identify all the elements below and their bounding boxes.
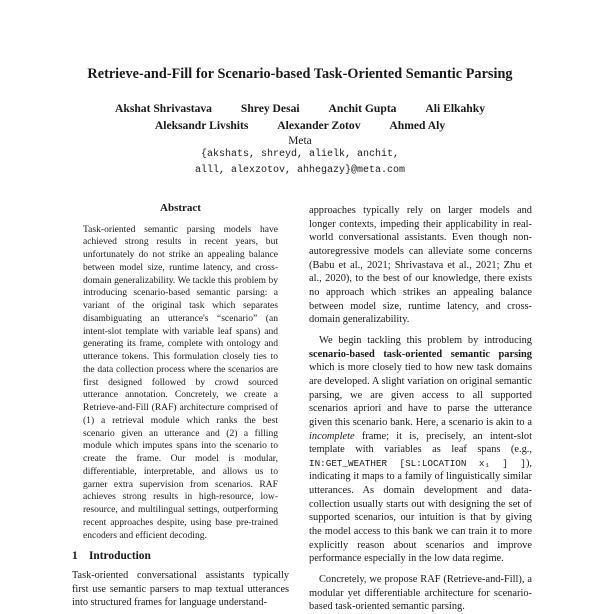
author-name: Aleksandr Livshits: [154, 119, 249, 132]
right-column: [309, 204, 532, 614]
para2-code: IN:GET_WEATHER [SL:LOCATION x₁ ] ]: [309, 457, 526, 469]
email-line: alll, alexzotov, ahhegazy}@meta.com: [194, 165, 406, 176]
author-name: Anchit Gupta: [328, 102, 397, 115]
author-emails: [0, 147, 600, 179]
author-name: Ali Elkahky: [425, 102, 485, 115]
email-line: {akshats, shreyd, alielk, anchit,: [200, 149, 400, 160]
author-name: Alexander Zotov: [277, 119, 361, 132]
section-number: 1: [72, 550, 78, 563]
para2-after-italic: frame; it is, precisely, an intent-slot template with variables as leaf spans (e.g.,: [309, 430, 532, 456]
section-title: Introduction: [89, 550, 151, 563]
author-name: Shrey Desai: [240, 102, 300, 115]
author-row-1: [0, 100, 600, 117]
intro-paragraph: Task-oriented conversational assistants typically first use semantic parsers to map textual utterances into structured frames for language understand-: [72, 570, 289, 609]
author-name: Ahmed Aly: [389, 119, 446, 132]
para2-end: ), indicating it maps to a family of linguistically similar utterances. As domain development and data-collection usually starts out with designing the set of supported scenarios, our intuition is that by giving the model access to this bank we can train it to more explicitly reason about scenarios and improve performance especially in the low data regime.: [309, 457, 532, 565]
para2-mid: which is more closely tied to how new task domains are developed. A slight variation on original semantic parsing, we are given access to all supported scenarios apriori and have to parse the utterance given this scenario bank. Here, a scenario is akin to a: [309, 362, 532, 428]
para2-bold-term: scenario-based task-oriented semantic parsing: [309, 348, 532, 360]
body-paragraph-3: Concretely, we propose RAF (Retrieve-and-Fill), a modular yet differentiable architecture for scenario-based task-oriented semantic parsing.: [309, 574, 532, 613]
author-row-2: [0, 117, 600, 134]
author-name: Akshat Shrivastava: [115, 102, 212, 115]
para2-italic-term: incomplete: [309, 430, 355, 442]
para2-start: We begin tackling this problem by introducing: [319, 334, 532, 346]
author-list: [0, 100, 600, 134]
body-paragraph-1: approaches typically rely on larger models and longer contexts, impeding their applicability in real-world conversational assistants. Even though non-autoregressive models can alleviate some concerns (Babu et al., 2021; Shrivastava et al., 2021; Zhu et al., 2020), to the best of our knowledge, there exists no approach which strikes an appealing balance between model size, runtime latency, and cross-domain generalizability.: [309, 205, 532, 326]
paper-title: Retrieve-and-Fill for Scenario-based Task-Oriented Semantic Parsing: [87, 66, 513, 82]
section-heading-introduction: [72, 550, 289, 564]
abstract-text: Task-oriented semantic parsing models have achieved strong results in recent years, but unfortunately do not strike an appealing balance between model size, runtime latency, and cross-domain generalizability. We tackle this problem by introducing scenario-based semantic parsing: a variant of the original task which separates disambiguating an utterance's “scenario” (an intent-slot template with variable leaf spans) and generating its frame, complete with ontology and utterance tokens. This formulation closely ties to the data collection process where the scenarios are first designed followed by crowd sourced utterance annotation. Concretely, we create a Retrieve-and-Fill (RAF) architecture comprised of (1) a retrieval module which ranks the best scenario given an utterance and (2) a filling module which imputes spans into the scenario to create the frame. Our model is modular, differentiable, interpretable, and allows us to garner extra supervision from scenarios. RAF achieves strong results in high-resource, low-resource, and multilingual settings, outperforming recent approaches despite, using base pre-trained encoders and efficient decoding.: [83, 223, 278, 541]
body-paragraph-2: [309, 334, 532, 566]
left-column: [72, 202, 289, 610]
abstract-heading: Abstract: [160, 202, 201, 214]
affiliation: Meta: [288, 135, 312, 147]
